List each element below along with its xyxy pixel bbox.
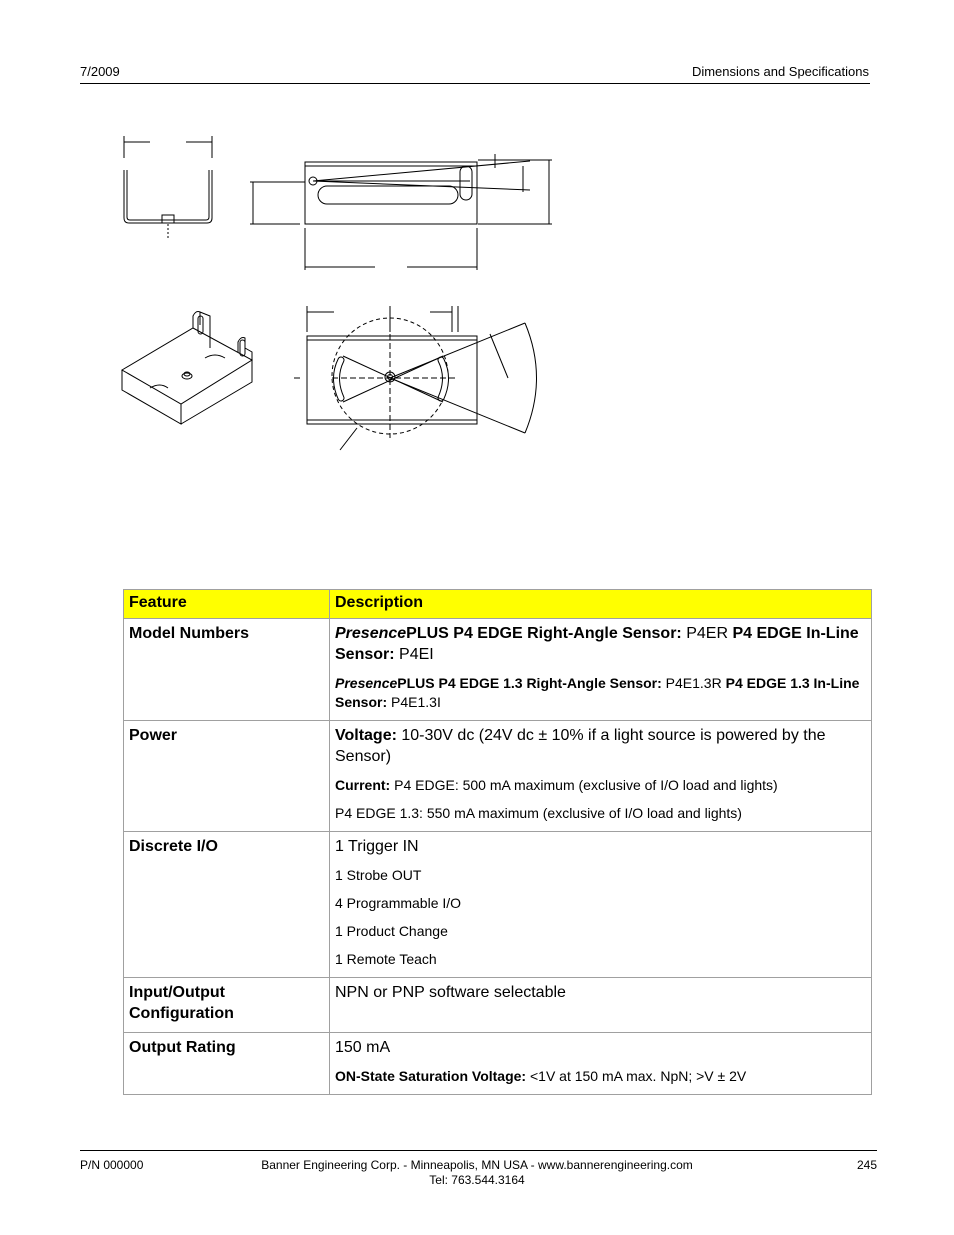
model-line-1-3: PresencePLUS P4 EDGE 1.3 Right-Angle Sensor: P4E1.3R P4 EDGE 1.3 In-Line Sensor: P4E1.3I bbox=[335, 675, 860, 710]
power-voltage: Voltage: 10-30V dc (24V dc ± 10% if a light source is powered by the Sensor) bbox=[335, 727, 826, 765]
description-cell bbox=[330, 721, 872, 832]
feature-cell: Discrete I/O bbox=[124, 832, 330, 978]
bracket-side-view bbox=[124, 136, 212, 238]
feature-cell: Output Rating bbox=[124, 1033, 330, 1095]
model-line-standard: PresencePLUS P4 EDGE Right-Angle Sensor: P4ER P4 EDGE In-Line Sensor: P4EI bbox=[335, 625, 859, 663]
description-cell: 150 mA ON-State Saturation Voltage: <1V at 150 mA max. NpN; >V ± 2V bbox=[330, 1033, 872, 1095]
feature-column-header: Feature bbox=[124, 590, 330, 619]
power-current: Current: P4 EDGE: 500 mA maximum (exclusive of I/O load and lights) bbox=[335, 777, 778, 793]
description-cell: NPN or PNP software selectable bbox=[330, 978, 872, 1033]
footer-page-number: 245 bbox=[856, 1158, 877, 1172]
description-cell bbox=[330, 832, 872, 978]
bracket-plan-view bbox=[294, 306, 537, 450]
bracket-dimension-drawings bbox=[0, 120, 954, 480]
table-row-model-numbers bbox=[124, 619, 872, 721]
table-row-output-rating bbox=[124, 1033, 872, 1095]
specifications-table bbox=[123, 589, 872, 1095]
feature-cell: Input/Output Configuration bbox=[124, 978, 330, 1033]
power-current-1-3: P4 EDGE 1.3: 550 mA maximum (exclusive of I/O load and lights) bbox=[335, 805, 742, 821]
footer-rule bbox=[80, 1150, 877, 1151]
footer-part-number: P/N 000000 bbox=[80, 1158, 144, 1172]
description-cell bbox=[330, 619, 872, 721]
list-item: 1 Product Change bbox=[335, 923, 448, 939]
header-title: Dimensions and Specifications bbox=[691, 64, 869, 79]
list-item: 1 Strobe OUT bbox=[335, 867, 422, 883]
header-rule bbox=[80, 83, 870, 84]
bracket-front-view bbox=[250, 154, 552, 270]
feature-cell: Model Numbers bbox=[124, 619, 330, 721]
table-row-power bbox=[124, 721, 872, 832]
table-header-row bbox=[124, 590, 872, 619]
table-row-discrete-io bbox=[124, 832, 872, 978]
bracket-isometric-view bbox=[122, 312, 252, 425]
header-date: 7/2009 bbox=[80, 64, 120, 79]
list-item: 4 Programmable I/O bbox=[335, 895, 462, 911]
list-item: 1 Trigger IN bbox=[335, 838, 419, 855]
table-row-io-configuration bbox=[124, 978, 872, 1033]
description-column-header: Description bbox=[330, 590, 872, 619]
footer-company: Banner Engineering Corp. - Minneapolis, MN USA - www.bannerengineering.com Tel: 763.544.3164 bbox=[261, 1158, 693, 1187]
list-item: 1 Remote Teach bbox=[335, 951, 437, 967]
saturation-voltage: ON-State Saturation Voltage: <1V at 150 mA max. NpN; >V ± 2V bbox=[335, 1068, 747, 1084]
feature-cell: Power bbox=[124, 721, 330, 832]
